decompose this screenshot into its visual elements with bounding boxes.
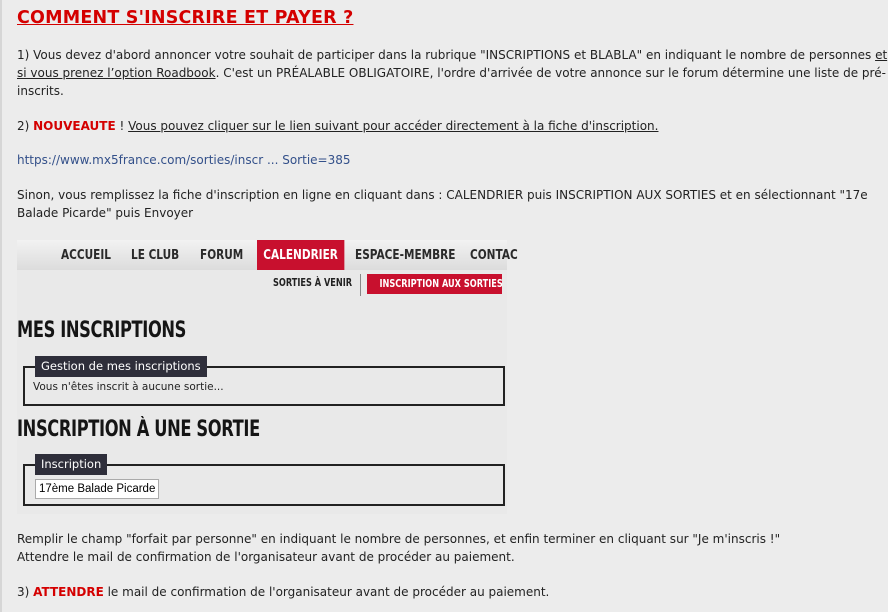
sub-navbar	[17, 274, 507, 300]
step2-bang: !	[115, 119, 129, 133]
registration-link[interactable]: https://www.mx5france.com/sorties/inscr ... Sortie=385	[17, 153, 351, 167]
heading-inscription-sortie: INSCRIPTION À UNE SORTIE	[17, 417, 260, 442]
step1-text-b: . C'est un PRÉALABLE OBLIGATOIRE, l'ordre d'arrivée de votre annonce sur le forum détermine une liste de pré-	[215, 66, 886, 80]
step3-number: 3)	[17, 585, 34, 599]
outing-select: 17ème Balade Picarde	[35, 479, 159, 499]
legend-gestion: Gestion de mes inscriptions	[35, 356, 207, 377]
sub-divider	[360, 274, 361, 296]
no-registration-text: Vous n'êtes inscrit à aucune sortie...	[33, 381, 224, 393]
nouveaute-label: NOUVEAUTE	[33, 119, 116, 133]
alt-line1: Sinon, vous remplissez la fiche d'inscription en ligne en cliquant dans : CALENDRIER puis INSCRIPTION AUX SORTIES et en sélectionnant "17e	[17, 188, 868, 202]
nav-accueil: ACCUEIL	[61, 247, 111, 263]
step1-line2	[17, 64, 886, 82]
site-navbar	[17, 240, 518, 270]
heading-mes-inscriptions: MES INSCRIPTIONS	[17, 318, 187, 343]
nav-contact: CONTAC	[470, 247, 518, 263]
step2-line	[17, 117, 658, 135]
nav-le-club: LE CLUB	[131, 247, 180, 263]
sub-inscription-label: INSCRIPTION AUX SORTIES	[379, 278, 503, 290]
step1-underline-a: et	[875, 48, 888, 62]
legend-inscription: Inscription	[35, 454, 107, 475]
step3-text: le mail de confirmation de l'organisateur avant de procéder au paiement.	[103, 585, 550, 599]
sub-sorties-a-venir: SORTIES À VENIR	[273, 277, 353, 289]
fill-line2: Attendre le mail de confirmation de l'organisateur avant de procéder au paiement.	[17, 550, 515, 564]
step3-line	[17, 583, 549, 601]
left-rail	[0, 0, 2, 612]
post-title: COMMENT S'INSCRIRE ET PAYER ?	[17, 8, 354, 28]
fieldset-inscription	[23, 457, 505, 506]
fill-line1: Remplir le champ "forfait par personne" en indiquant le nombre de personnes, et enfin terminer en cliquant sur "Je m'inscris !"	[17, 532, 781, 546]
step1-text-a: 1) Vous devez d'abord annoncer votre souhait de participer dans la rubrique "INSCRIPTIONS et BLABLA" en indiquant le nombre de personnes	[17, 48, 876, 62]
step1-line1	[17, 46, 887, 64]
nav-forum: FORUM	[200, 247, 244, 263]
step1-line3: inscrits.	[17, 84, 64, 98]
embedded-screenshot	[17, 240, 518, 514]
fieldset-gestion	[23, 359, 505, 406]
step2-number: 2)	[17, 119, 34, 133]
attendre-label: ATTENDRE	[33, 585, 104, 599]
roadbook-option-text: si vous prenez l’option Roadbook	[17, 66, 216, 80]
nav-espace-membre: ESPACE-MEMBRE	[355, 247, 456, 263]
nav-calendrier: CALENDRIER	[257, 240, 344, 270]
step2-link-text[interactable]: Vous pouvez cliquer sur le lien suivant pour accéder directement à la fiche d'inscription.	[128, 119, 659, 133]
alt-line2: Balade Picarde" puis Envoyer	[17, 206, 194, 220]
sub-inscription-aux-sorties	[367, 274, 502, 294]
